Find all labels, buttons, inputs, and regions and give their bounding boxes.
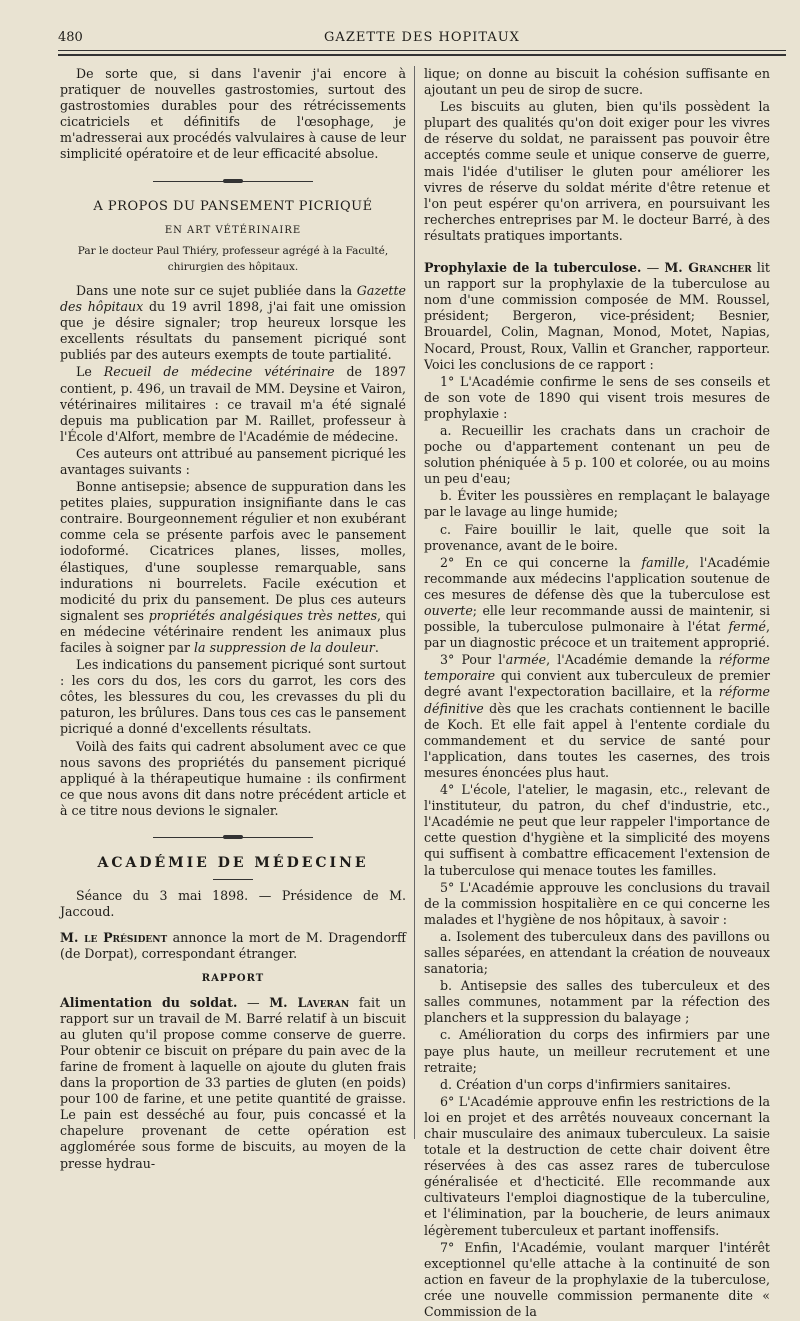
column-divider — [414, 66, 415, 1139]
left-column — [60, 66, 406, 1173]
conclusion-subitem: b. Antisepsie des salles des tuberculeux et des salles communes, notamment par la réfection des planchers et la suppression du balayage ; — [424, 978, 770, 1026]
paragraph: M. le Président annonce la mort de M. Dragendorff (de Dorpat), correspondant étranger. — [60, 930, 406, 962]
paragraph: Ces auteurs ont attribué au pansement picriqué les avantages suivants : — [60, 445, 406, 477]
conclusion-item: 7° Enfin, l'Académie, voulant marquer l'intérêt exceptionnel qu'elle attache à la continuité de son action en faveur de la prophylaxie de la tuberculose, crée une nouvelle commission permanente dite « Commission de la — [424, 1239, 770, 1320]
page-number: 480 — [58, 30, 83, 45]
journal-title: GAZETTE DES HOPITAUX — [324, 30, 520, 45]
paragraph: Dans une note sur ce sujet publiée dans la Gazette des hôpitaux du 19 avril 1898, j'ai fait une omission que je désire signaler; trop heureux lorsque les excellents résultats du pansement picriqué sont publiés par des auteurs exempts de toute partialité. — [60, 282, 406, 363]
conclusion-item: 2° En ce qui concerne la famille, l'Académie recommande aux médecins l'application soutenue de ces mesures de défense dès que la tuberculose est ouverte; elle leur recommande aussi de maintenir, si possible, la tuberculose pulmonaire à l'état fermé, par un diagnostic précoce et un traitement approprié. — [424, 554, 770, 651]
header-rule-thick — [58, 54, 786, 56]
conclusion-subitem: a. Isolement des tuberculeux dans des pavillons ou salles séparées, en attendant la création de nouveaux sanatoria; — [424, 928, 770, 977]
conclusion-item: 3° Pour l'armée, l'Académie demande la réforme temporaire qui convient aux tuberculeux de premier degré avant l'expectoration bacillaire, et la réforme définitive dès que les crachats contiennent le bacille de Koch. Et elle fait appel à l'entente cordiale du commandement et du service de santé pour l'application, dans toutes les casernes, des trois mesures énoncées plus haut. — [424, 652, 770, 780]
conclusion-item: 1° L'Académie confirme le sens de ses conseils et de son vote de 1890 qui visent trois mesures de prophylaxie : — [424, 373, 770, 421]
paragraph: Prophylaxie de la tuberculose. — M. Grancher lit un rapport sur la prophylaxie de la tuberculose au nom d'une commission composée de MM. Roussel, président; Bergeron, vice-président; Besnier, Brouardel, Colin, Magnan, Monod, Motet, Napias, Nocard, Proust, Roux, Vallin et Grancher, rapporteur. Voici les conclusions de ce rapport : — [424, 260, 770, 372]
report-heading: RAPPORT — [201, 972, 265, 984]
paragraph: Les biscuits au gluten, bien qu'ils possèdent la plupart des qualités qu'on doit exiger pour les vivres de réserve du soldat, ne paraissent pas pouvoir être acceptés comme seule et unique conserve de guerre, mais l'idée d'utiliser le gluten pour améliorer les vivres de réserve du soldat mérite d'être retenue et l'on peut espérer qu'on arrivera, en poursuivant les recherches entreprises par M. le docteur Barré, à des résultats pratiques importants. — [424, 99, 770, 243]
conclusion-item: 4° L'école, l'atelier, le magasin, etc., relevant de l'instituteur, du patron, du chef d'industrie, etc., l'Académie ne peut que leur rappeler l'importance de cette question d'hygiène et la simplicité des moyens qui suffisent à combattre efficacement l'extension de la tuberculose qui menace toutes les familles. — [424, 782, 770, 878]
ornament-separator — [153, 177, 313, 185]
conclusion-subitem: b. Éviter les poussières en remplaçant le balayage par le lavage au linge humide; — [424, 488, 770, 520]
conclusion-subitem: c. Faire bouillir le lait, quelle que soit la provenance, avant de le boire. — [424, 521, 770, 553]
header-rule — [58, 50, 786, 51]
section-title: ACADÉMIE DE MÉDECINE — [97, 855, 369, 872]
paragraph: lique; on donne au biscuit la cohésion suffisante en ajoutant un peu de sirop de sucre. — [424, 66, 770, 98]
conclusion-item: 5° L'Académie approuve les conclusions du travail de la commission hospitalière en ce qui concerne les malades et l'hygiène de nos hôpitaux, à savoir : — [424, 879, 770, 927]
paragraph: Alimentation du soldat. — M. Laveran fait un rapport sur un travail de M. Barré relatif à un biscuit au gluten qu'il propose comme conserve de guerre. Pour obtenir ce biscuit on prépare du pain avec de la farine de froment à laquelle on ajoute du gluten frais dans la proportion de 33 parties de gluten (en poids) pour 100 de farine, et une petite quantité de graisse. Le pain est desséché au four, puis concassé et la chapelure provenant de cette opération est agglomérée sous forme de biscuits, au moyen de la presse hydrau- — [60, 994, 406, 1171]
article-title: A PROPOS DU PANSEMENT PICRIQUÉ — [93, 198, 373, 214]
article-subtitle: EN ART VÉTÉRINAIRE — [164, 224, 302, 236]
paragraph: De sorte que, si dans l'avenir j'ai encore à pratiquer de nouvelles gastrostomies, surtout des gastrostomies durables pour des rétrécissements cicatriciels et définitifs de l'œsophage, je m'adresserai aux procédés valvulaires à cause de leur simplicité opératoire et de leur efficacité absolue. — [60, 66, 406, 162]
right-column — [424, 66, 770, 1321]
paragraph: Le Recueil de médecine vétérinaire de 1897 contient, p. 496, un travail de MM. Deysine et Vairon, vétérinaires militaires : ce travail m'a été signalé depuis ma publication par M. Raillet, professeur à l'École d'Alfort, membre de l'Académie de médecine. — [60, 364, 406, 444]
conclusion-subitem: d. Création d'un corps d'infirmiers sanitaires. — [440, 1076, 732, 1092]
conclusion-subitem: a. Recueillir les crachats dans un crachoir de poche ou d'appartement contenant un peu de solution phéniquée à 5 p. 100 et colorée, ou au moins un peu d'eau; — [424, 422, 770, 487]
ornament-separator — [153, 833, 313, 841]
page-header — [58, 26, 786, 48]
session-line: Séance du 3 mai 1898. — Présidence de M. Jaccoud. — [60, 888, 406, 920]
paragraph: Voilà des faits qui cadrent absolument avec ce que nous savons des propriétés du pansement picriqué appliqué à la thérapeutique humaine : ils confirment ce que nous avons dit dans notre précédent article et à ce titre nous devions le signaler. — [60, 738, 406, 818]
paragraph: Bonne antisepsie; absence de suppuration dans les petites plaies, suppuration insignifiante dans le cas contraire. Bourgeonnement régulier et non exubérant comme cela se présente parfois avec le pansement iodoformé. Cicatrices planes, lisses, molles, élastiques, d'une souplesse remarquable, sans indurations ni bourrelets. Facile exécution et modicité du prix du pansement. De plus ces auteurs signalent ses propriétés analgésiques très nettes, qui en médecine vétérinaire rendent les animaux plus faciles à soigner par la suppression de la douleur. — [60, 479, 406, 655]
short-rule — [213, 879, 253, 880]
paragraph: Les indications du pansement picriqué sont surtout : les cors du dos, les cors du garrot, les cors des côtes, les blessures du cou, les crevasses du pli du paturon, les brûlures. Dans tous ces cas le pansement picriqué a donné d'excellents résultats. — [60, 657, 406, 737]
conclusion-item: 6° L'Académie approuve enfin les restrictions de la loi en projet et des arrêtés nouveaux concernant la chair musculaire des animaux tuberculeux. La saisie totale et la destruction de cette chair doivent être réservées à des cas assez rares de tuberculose généralisée et d'hecticité. Elle recommande aux cultivateurs l'emploi diagnostique de la tuberculine, et l'élimination, par la boucherie, de leurs animaux légèrement tuberculeux et partant inoffensifs. — [424, 1093, 770, 1238]
conclusion-subitem: c. Amélioration du corps des infirmiers par une paye plus haute, un meilleur recrutement et une retraite; — [424, 1027, 770, 1075]
byline: Par le docteur Paul Thiéry, professeur agrégé à la Faculté, chirurgien des hôpitaux. — [77, 244, 389, 273]
